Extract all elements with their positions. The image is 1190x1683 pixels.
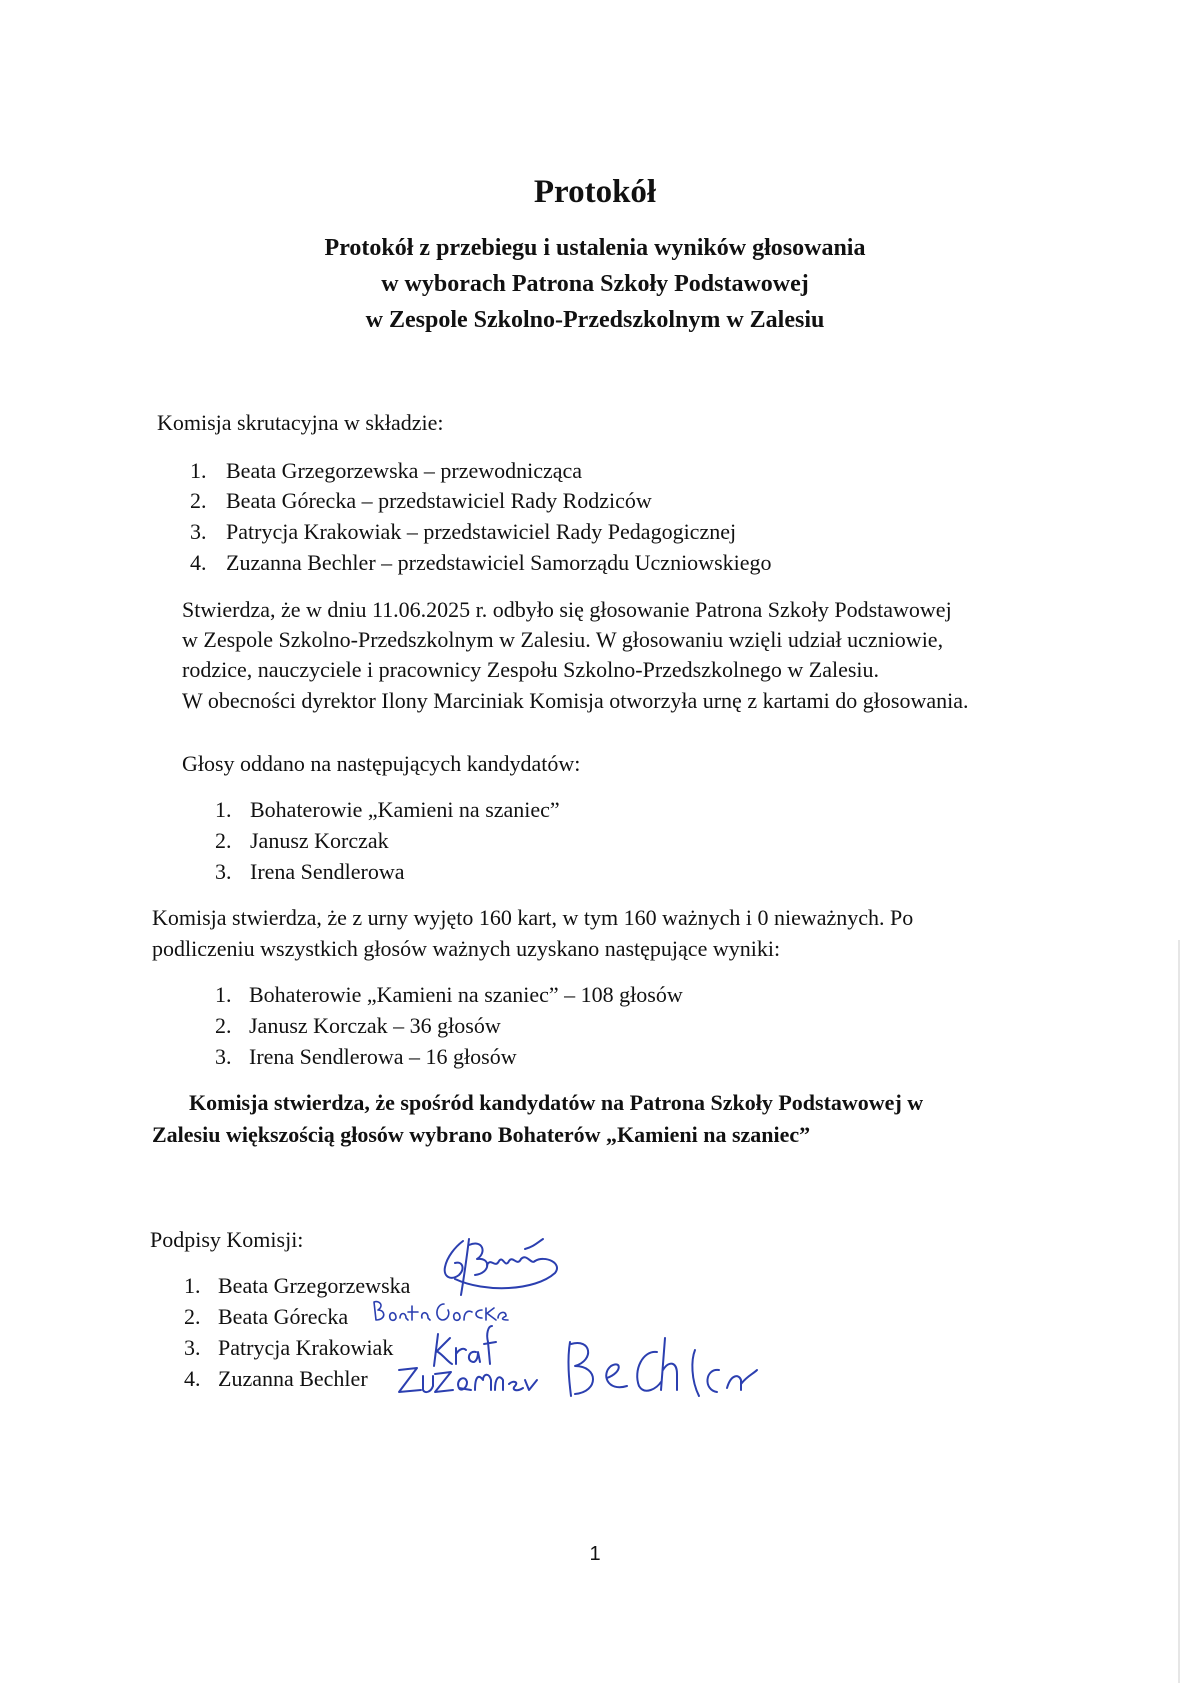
committee-intro: Komisja skrutacyjna w składzie: — [157, 410, 444, 435]
list-number: 1. — [190, 458, 207, 483]
list-number: 1. — [215, 982, 232, 1007]
list-number: 2. — [190, 488, 207, 513]
list-number: 3. — [215, 1044, 232, 1069]
signature-ink — [445, 1239, 557, 1295]
signatory-name: Beata Górecka — [218, 1304, 349, 1329]
list-number: 1. — [184, 1273, 201, 1298]
signatures-intro: Podpisy Komisji: — [150, 1227, 304, 1252]
document-subtitle — [0, 230, 1190, 338]
paragraph-line: Stwierdza, że w dniu 11.06.2025 r. odbyło się głosowanie Patrona Szkoły Podstawowej — [182, 597, 952, 622]
result-item: Janusz Korczak – 36 głosów — [249, 1013, 501, 1038]
page-number: 1 — [589, 1543, 601, 1565]
candidate-item: Bohaterowie „Kamieni na szaniec” — [250, 797, 560, 822]
result-item: Irena Sendlerowa – 16 głosów — [249, 1044, 517, 1069]
paragraph-line: rodzice, nauczyciele i pracownicy Zespołu Szkolno-Przedszkolnego w Zalesiu. — [182, 657, 880, 682]
candidates-intro: Głosy oddano na następujących kandydatów: — [182, 751, 581, 776]
subtitle-line: w Zespole Szkolno-Przedszkolnym w Zalesiu — [365, 307, 825, 333]
paragraph-line: podliczeniu wszystkich głosów ważnych uzyskano następujące wyniki: — [152, 936, 781, 961]
subtitle-line: w wyborach Patrona Szkoły Podstawowej — [381, 271, 809, 297]
subtitle-line: Protokół z przebiegu i ustalenia wyników głosowania — [324, 235, 866, 261]
result-item: Bohaterowie „Kamieni na szaniec” – 108 głosów — [249, 982, 683, 1007]
list-number: 3. — [190, 519, 207, 544]
paragraph-line: w Zespole Szkolno-Przedszkolnym w Zalesiu. W głosowaniu wzięli udział uczniowie, — [182, 627, 944, 652]
list-number: 2. — [184, 1304, 201, 1329]
candidate-item: Janusz Korczak — [250, 828, 389, 853]
committee-member: Zuzanna Bechler – przedstawiciel Samorządu Uczniowskiego — [226, 550, 772, 575]
paragraph-line: W obecności dyrektor Ilony Marciniak Komisja otworzyła urnę z kartami do głosowania. — [182, 688, 969, 713]
signature-ink — [399, 1338, 757, 1396]
signatory-name: Patrycja Krakowiak — [218, 1335, 394, 1360]
paragraph-line: Komisja stwierdza, że spośród kandydatów na Patrona Szkoły Podstawowej w — [189, 1090, 924, 1115]
committee-member: Beata Górecka – przedstawiciel Rady Rodziców — [226, 488, 652, 513]
list-number: 2. — [215, 828, 232, 853]
signature-ink — [374, 1302, 508, 1321]
committee-member: Patrycja Krakowiak – przedstawiciel Rady Pedagogicznej — [226, 519, 737, 544]
handwritten-signature — [395, 1330, 775, 1405]
list-number: 2. — [215, 1013, 232, 1038]
list-number: 4. — [184, 1366, 201, 1391]
candidate-item: Irena Sendlerowa — [250, 859, 405, 884]
signatory-name: Beata Grzegorzewska — [218, 1273, 411, 1298]
list-number: 4. — [190, 550, 207, 575]
scan-edge — [1178, 940, 1180, 1683]
list-number: 3. — [184, 1335, 201, 1360]
document-title: Protokół — [533, 174, 657, 210]
list-number: 3. — [215, 859, 232, 884]
signatory-name: Zuzanna Bechler — [218, 1366, 368, 1391]
paragraph-line: Komisja stwierdza, że z urny wyjęto 160 kart, w tym 160 ważnych i 0 nieważnych. Po — [152, 905, 914, 930]
list-number: 1. — [215, 797, 232, 822]
committee-member: Beata Grzegorzewska – przewodnicząca — [226, 458, 583, 483]
paragraph-line: Zalesiu większością głosów wybrano Bohaterów „Kamieni na szaniec” — [152, 1122, 811, 1147]
